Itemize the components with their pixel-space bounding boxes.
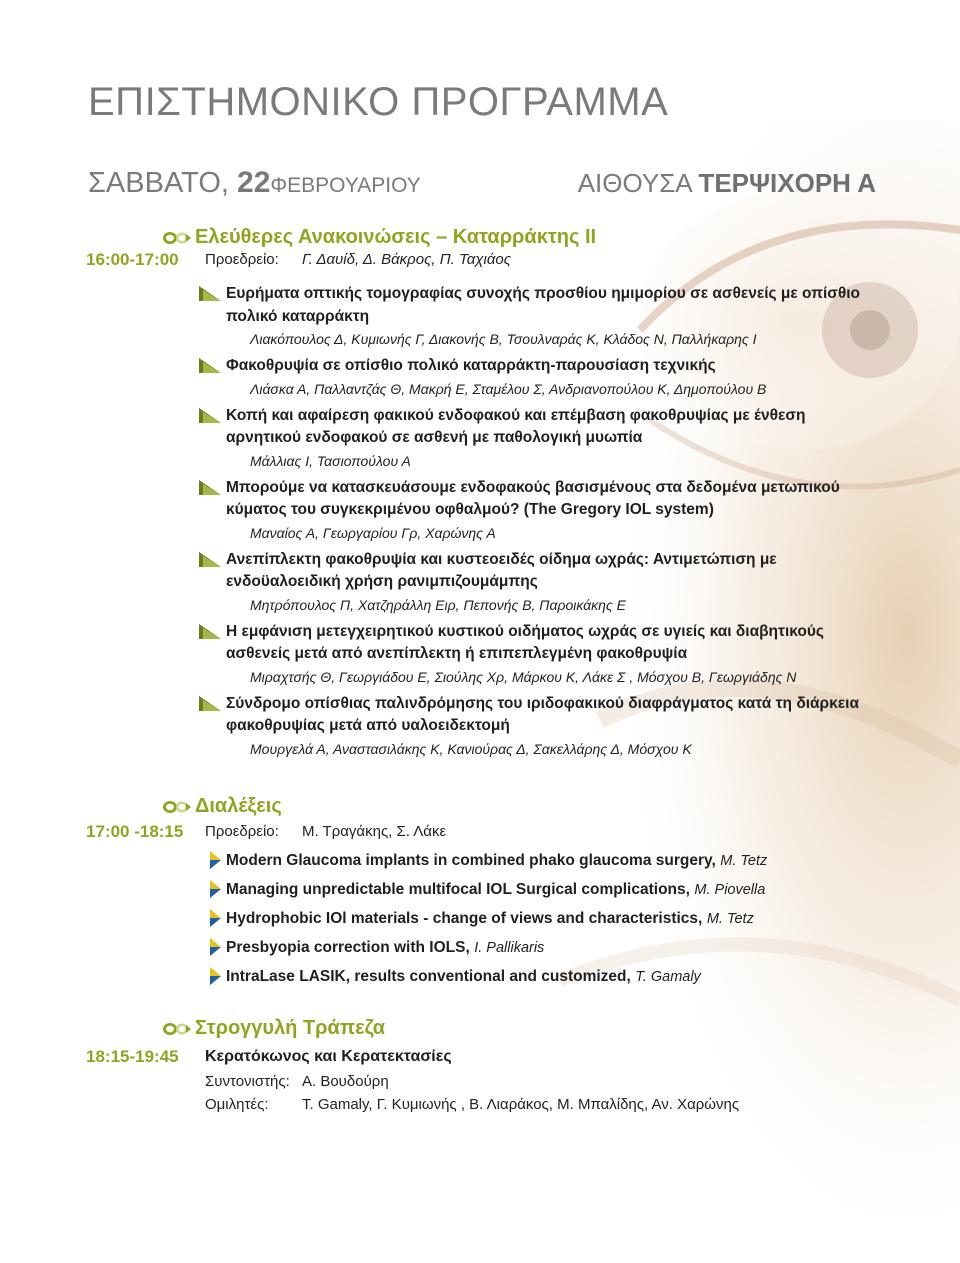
lecture-author: T. Gamaly [635, 969, 701, 985]
free-papers-chairs: Γ. Δαυίδ, Δ. Βάκρος, Π. Ταχιάος [302, 251, 512, 268]
speakers-label: Ομιλητές: [205, 1096, 269, 1113]
triangle-bullet-icon [198, 407, 222, 424]
section-lectures-title: Διαλέξεις [195, 795, 282, 817]
round-table-topic: Κερατόκωνος και Κερατεκτασίες [205, 1048, 452, 1065]
lecture-list [210, 850, 767, 995]
talk-title: Ευρήματα οπτικής τομογραφίας συνοχής προσθίου ημιμορίου σε ασθενείς με οπίσθιο πολικό καταρράκτη [226, 285, 861, 325]
section-lectures-heading [162, 795, 282, 818]
lecture-title: IntraLase LASIK, results conventional and customized, [226, 968, 631, 985]
talk-authors: Λιάσκα Α, Παλλαντζάς Θ, Μακρή Ε, Σταμέλου Σ, Ανδριανοπούλου Κ, Δημοπούλου Β [250, 380, 767, 397]
lecture-author: M. Tetz [720, 853, 768, 869]
day-number: 22 [237, 166, 271, 199]
lecture-item [210, 908, 767, 937]
eye-bullet-icon [162, 230, 192, 246]
triangle-bullet-icon [198, 695, 222, 712]
lecture-item [210, 937, 767, 966]
arrow-bullet-icon [210, 967, 221, 985]
talk-item [198, 355, 878, 400]
page-title: ΕΠΙΣΤΗΜΟΝΙΚΟ ΠΡΟΓΡΑΜΜΑ [88, 80, 669, 124]
talk-item [198, 405, 878, 472]
free-papers-chair-label: Προεδρείο: [205, 251, 279, 268]
speakers-names: T. Gamaly, Γ. Κυμιωνής , Β. Λιαράκος, Μ. Μπαλίδης, Αν. Χαρώνης [302, 1096, 740, 1113]
talk-item [198, 549, 878, 616]
day-name: ΣΑΒΒΑΤΟ, [88, 167, 229, 199]
free-papers-talk-list [198, 283, 878, 765]
hall-prefix: ΑΙΘΟΥΣΑ [577, 168, 692, 198]
section-round-table-title: Στρογγυλή Τράπεζα [195, 1017, 386, 1039]
arrow-bullet-icon [210, 851, 221, 869]
talk-item [198, 621, 878, 688]
hall-name: ΤΕΡΨΙΧΟΡΗ Α [698, 168, 876, 198]
section-free-papers-title: Ελεύθερες Ανακοινώσεις – Καταρράκτης ΙΙ [195, 226, 597, 248]
free-papers-time: 16:00-17:00 [86, 250, 179, 269]
eye-bullet-icon [162, 1021, 192, 1037]
triangle-bullet-icon [198, 551, 222, 568]
arrow-bullet-icon [210, 938, 221, 956]
lecture-title: Modern Glaucoma implants in combined phako glaucoma surgery, [226, 852, 716, 869]
round-table-time: 18:15-19:45 [86, 1047, 179, 1066]
lecture-author: M. Tetz [706, 911, 754, 927]
day-heading [88, 166, 421, 200]
lecture-title: Presbyopia correction with IOLS, [226, 939, 470, 956]
lectures-chairs: Μ. Τραγάκης, Σ. Λάκε [302, 823, 447, 840]
lecture-title: Managing unpredictable multifocal IOL Surgical complications, [226, 881, 690, 898]
section-free-papers-heading [162, 226, 596, 249]
talk-authors: Μάλλιας Ι, Τασιοπούλου Α [250, 452, 411, 469]
triangle-bullet-icon [198, 623, 222, 640]
talk-authors: Μητρόπουλος Π, Χατζηράλλη Ειρ, Πεπονής Β, Παροικάκης Ε [250, 596, 626, 613]
talk-title: Σύνδρομο οπίσθιας παλινδρόμησης του ιριδοφακικού διαφράγματος κατά τη διάρκεια φακοθρυψίας μετά από υαλοειδεκτομή [226, 694, 859, 734]
talk-title: Ανεπίπλεκτη φακοθρυψία και κυστεοειδές οίδημα ωχράς: Αντιμετώπιση με ενδοϋαλοειδική χρήση ρανιμπιζουμάμπης [226, 550, 777, 590]
talk-title: Μπορούμε να κατασκευάσουμε ενδοφακούς βασισμένους στα δεδομένα μετωπικού κύματος του συγκεκριμένου οφθαλμού? (The Gregory IOL system) [226, 478, 840, 518]
lecture-item [210, 966, 767, 995]
lecture-item [210, 850, 767, 879]
talk-item [198, 693, 878, 760]
talk-item [198, 283, 878, 350]
lectures-time: 17:00 -18:15 [86, 822, 184, 841]
lecture-author: M. Piovella [694, 882, 766, 898]
talk-authors: Μαναίος Α, Γεωργαρίου Γρ, Χαρώνης Α [250, 524, 496, 541]
coordinator-label: Συντονιστής: [205, 1073, 290, 1090]
talk-item [198, 477, 878, 544]
section-round-table-heading [162, 1017, 385, 1040]
talk-authors: Μουργελά Α, Αναστασιλάκης Κ, Κανιούρας Δ, Σακελλάρης Δ, Μόσχου Κ [250, 740, 692, 757]
coordinator-name: Α. Βουδούρη [302, 1073, 389, 1090]
eye-bullet-icon [162, 799, 192, 815]
lecture-author: I. Pallikaris [474, 940, 545, 956]
talk-title: Κοπή και αφαίρεση φακικού ενδοφακού και επέμβαση φακοθρυψίας με ένθεση αρνητικού ενδοφακού σε ασθενή με παθολογική μυωπία [226, 406, 806, 446]
talk-authors: Μιραχτσής Θ, Γεωργιάδου Ε, Σιούλης Χρ, Μάρκου Κ, Λάκε Σ , Μόσχου Β, Γεωργιάδης Ν [250, 668, 797, 685]
talk-title: Η εμφάνιση μετεγχειρητικού κυστικού οιδήματος ωχράς σε υγιείς και διαβητικούς ασθενείς μετά από ανεπίπλεκτη ή επιπεπλεγμένη φακοθρυψία [226, 622, 824, 662]
arrow-bullet-icon [210, 909, 221, 927]
triangle-bullet-icon [198, 479, 222, 496]
month-name: ΦΕΒΡΟΥΑΡΙΟΥ [270, 174, 421, 197]
lecture-title: Hydrophobic IOl materials - change of views and characteristics, [226, 910, 703, 927]
lectures-chair-label: Προεδρείο: [205, 823, 279, 840]
talk-authors: Λιακόπουλος Δ, Κυμιωνής Γ, Διακονής Β, Τσουλναράς Κ, Κλάδος Ν, Παλλήκαρης Ι [250, 331, 757, 347]
triangle-bullet-icon [198, 357, 222, 374]
triangle-bullet-icon [198, 285, 222, 302]
talk-title: Φακοθρυψία σε οπίσθιο πολικό καταρράκτη-παρουσίαση τεχνικής [226, 357, 716, 374]
hall-heading [578, 168, 876, 199]
lecture-item [210, 879, 767, 908]
arrow-bullet-icon [210, 880, 221, 898]
